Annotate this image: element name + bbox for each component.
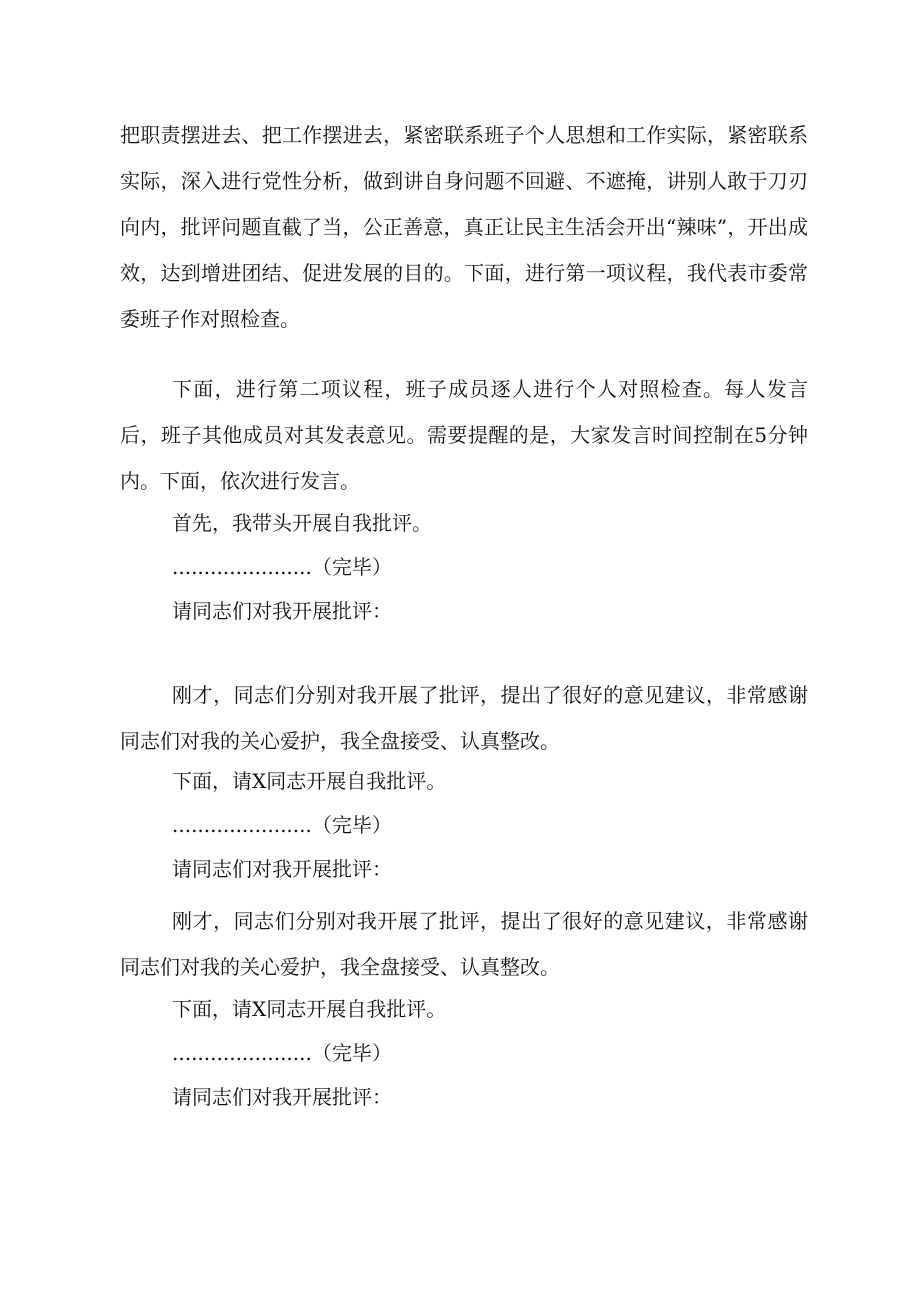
paragraph-opening: 把职责摆进去、把工作摆进去，紧密联系班子个人思想和工作实际，紧密联系实际，深入进行党性分析，做到讲自身问题不回避、不遮掩，讲别人敢于刀刃向内，批评问题直截了当，公正善意，真正让民主生活会开出“辣味”，开出成效，达到增进团结、促进发展的目的。下面，进行第一项议程，我代表市委常委班子作对照检查。 <box>120 123 808 331</box>
paragraph-self-criticism-lead: 首先，我带头开展自我批评。 <box>172 511 432 535</box>
completion-marker: ......................（完毕） <box>172 813 392 837</box>
paragraph-thanks: 刚才，同志们分别对我开展了批评，提出了很好的意见建议，非常感谢同志们对我的关心爱护，我全盘接受、认真整改。 <box>120 683 808 753</box>
paragraph-criticism-request: 请同志们对我开展批评： <box>172 1085 392 1109</box>
paragraph-thanks: 刚才，同志们分别对我开展了批评，提出了很好的意见建议，非常感谢同志们对我的关心爱护，我全盘接受、认真整改。 <box>120 909 808 979</box>
paragraph-criticism-request: 请同志们对我开展批评： <box>172 857 392 881</box>
completion-marker: ......................（完毕） <box>172 555 392 579</box>
completion-marker: ......................（完毕） <box>172 1041 392 1065</box>
paragraph-criticism-request: 请同志们对我开展批评： <box>172 599 392 623</box>
paragraph-second-agenda: 下面，进行第二项议程，班子成员逐人进行个人对照检查。每人发言后，班子其他成员对其发表意见。需要提醒的是，大家发言时间控制在5分钟内。下面，依次进行发言。 <box>120 377 808 493</box>
paragraph-next-speaker: 下面，请X同志开展自我批评。 <box>172 769 447 793</box>
paragraph-next-speaker: 下面，请X同志开展自我批评。 <box>172 997 447 1021</box>
